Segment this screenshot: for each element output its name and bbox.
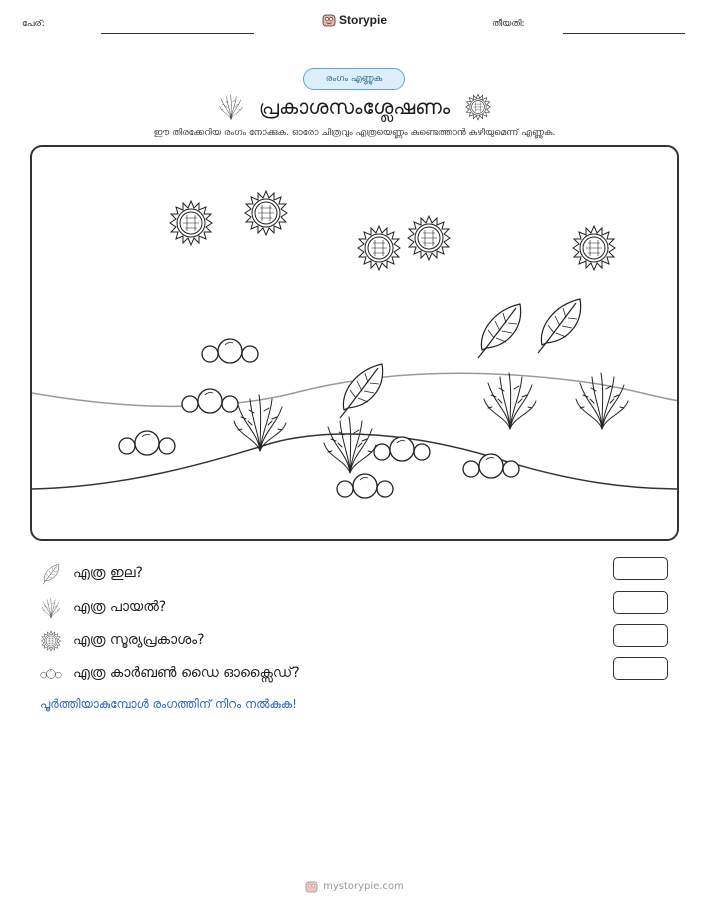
leaf-icon	[40, 563, 62, 585]
sun-4	[408, 216, 450, 260]
question-text: എത്ര ഇല?	[73, 565, 143, 581]
date-label: തീയതി:	[492, 19, 525, 29]
co2-molecule-1	[202, 339, 258, 363]
co2-molecule-5	[337, 474, 393, 498]
question-text: എത്ര സൂര്യപ്രകാശം?	[73, 632, 205, 648]
seaweed-1	[234, 395, 286, 451]
storypie-logo-icon	[305, 880, 318, 893]
seaweed-icon	[217, 93, 245, 121]
sun-icon	[464, 93, 492, 121]
seaweed-2	[324, 417, 376, 473]
counting-scene	[30, 145, 679, 541]
leaf-2	[538, 299, 581, 353]
brand-name: Storypie	[339, 13, 388, 27]
footer-url[interactable]: mystorypie.com	[323, 881, 404, 892]
carbon-dioxide-icon	[40, 663, 62, 685]
question-text: എത്ര പായൽ?	[73, 599, 167, 615]
co2-molecule-2	[182, 389, 238, 413]
answer-box[interactable]	[613, 557, 668, 580]
sun-1	[170, 201, 212, 245]
name-label: പേര്:	[22, 19, 45, 29]
answer-box[interactable]	[613, 657, 668, 680]
question-sunlight	[40, 630, 670, 654]
sun-3	[358, 226, 400, 270]
scene-illustration	[32, 147, 679, 541]
answer-box[interactable]	[613, 591, 668, 614]
page-title: പ്രകാശസംശ്ലേഷണം	[258, 95, 451, 119]
leaf-3	[340, 364, 383, 418]
seaweed-icon	[40, 597, 62, 619]
sun-2	[245, 191, 287, 235]
question-text: എത്ര കാർബൺ ഡൈ ഓക്സൈഡ്?	[73, 665, 300, 681]
answer-box[interactable]	[613, 624, 668, 647]
question-carbon-dioxide	[40, 663, 670, 687]
date-line[interactable]	[563, 33, 685, 34]
sun-icon	[40, 630, 62, 652]
sun-5	[573, 226, 615, 270]
footer	[0, 880, 709, 893]
title-row	[0, 92, 709, 122]
question-seaweed	[40, 597, 670, 621]
name-line[interactable]	[101, 33, 254, 34]
question-leaf	[40, 563, 670, 587]
co2-molecule-6	[463, 454, 519, 478]
activity-badge: രംഗം എണ്ണുക	[303, 68, 405, 90]
instructions: ഈ തിരക്കേറിയ രംഗം നോക്കുക. ഓരോ ചിത്രവും എത്രയെണ്ണം കണ്ടെത്താൻ കഴിയുമെന്ന് എണ്ണുക.	[153, 128, 556, 138]
coloring-prompt: പൂർത്തിയാകുമ്പോൾ രംഗത്തിന് നിറം നൽകുക!	[40, 697, 297, 711]
storypie-logo-icon	[322, 13, 336, 27]
leaf-1	[478, 304, 521, 358]
brand	[322, 13, 387, 27]
co2-molecule-3	[119, 431, 175, 455]
seaweed-3	[484, 373, 536, 429]
